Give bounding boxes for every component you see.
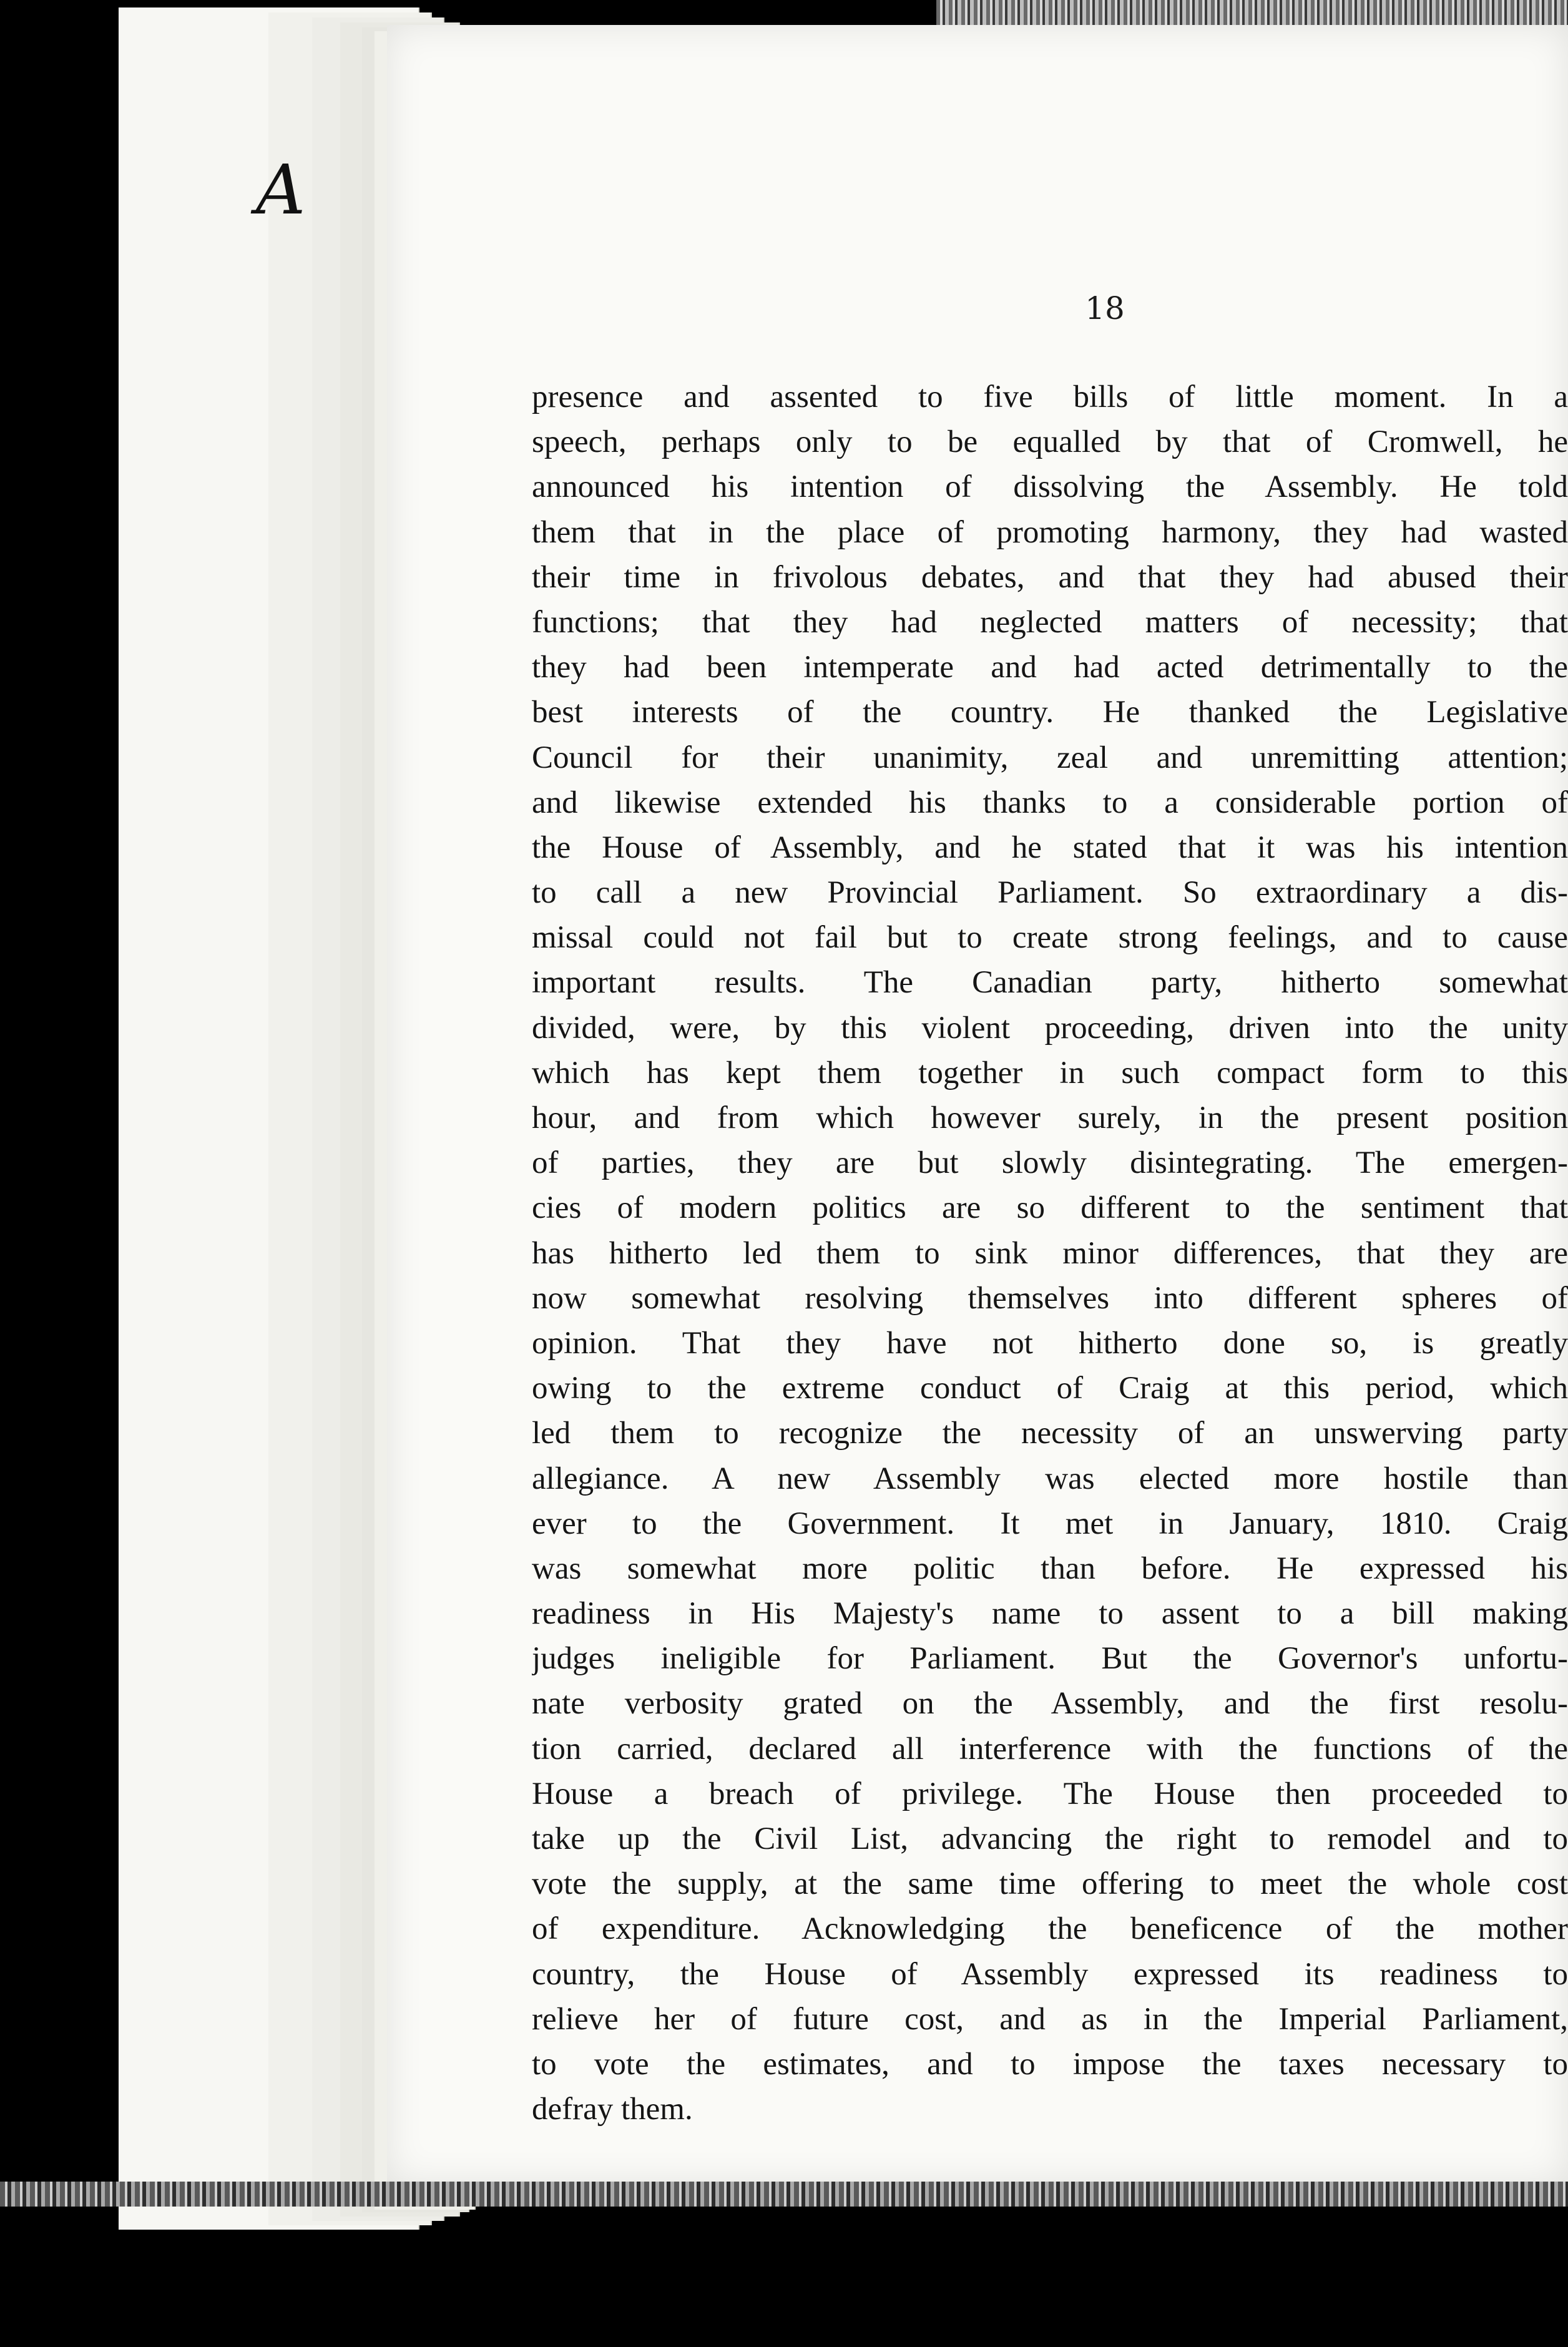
text-line: nate verbosity grated on the Assembly, and the first resolu- [532, 1686, 1568, 1722]
text-line: hour, and from which however surely, in the present position [532, 1100, 1568, 1135]
text-line: owing to the extreme conduct of Craig at this period, which [532, 1371, 1568, 1406]
text-line: country, the House of Assembly expressed its readiness to [532, 1956, 1568, 1992]
text-line: judges ineligible for Parliament. But the Governor's unfortu- [532, 1641, 1568, 1677]
text-line: which has kept them together in such compact form to this [532, 1055, 1568, 1090]
text-line: announced his intention of dissolving the Assembly. He told [532, 469, 1568, 505]
scan-border-top [936, 0, 1568, 25]
text-line: Council for their unanimity, zeal and unremitting attention; [532, 740, 1568, 775]
text-line: was somewhat more politic than before. He expressed his [532, 1551, 1568, 1586]
text-line: of parties, they are but slowly disintegrating. The emergen- [532, 1145, 1568, 1181]
text-line: to vote the estimates, and to impose the taxes necessary to [532, 2046, 1568, 2082]
text-line: defray them. [532, 2092, 693, 2127]
text-line: House a breach of privilege. The House then proceeded to [532, 1776, 1568, 1811]
text-line: missal could not fail but to create strong feelings, and to cause [532, 920, 1568, 956]
text-line: divided, were, by this violent proceeding, driven into the unity [532, 1010, 1568, 1046]
text-line: vote the supply, at the same time offering to meet the whole cost [532, 1866, 1568, 1902]
text-line: now somewhat resolving themselves into different spheres of [532, 1280, 1568, 1316]
text-line: important results. The Canadian party, hitherto somewhat [532, 965, 1568, 1001]
text-line: speech, perhaps only to be equalled by that of Cromwell, he [532, 424, 1568, 460]
text-line: has hitherto led them to sink minor differences, that they are [532, 1235, 1568, 1271]
scan-border-bottom [0, 2182, 1568, 2207]
text-line: they had been intemperate and had acted detrimentally to the [532, 650, 1568, 685]
text-line: ever to the Government. It met in January, 1810. Craig [532, 1506, 1568, 1541]
text-line: functions; that they had neglected matters of necessity; that [532, 604, 1568, 640]
text-line: opinion. That they have not hitherto done so, is greatly [532, 1325, 1568, 1361]
text-line: presence and assented to five bills of little moment. In a [532, 380, 1568, 414]
text-line: relieve her of future cost, and as in the Imperial Parliament, [532, 2001, 1568, 2037]
text-line: allegiance. A new Assembly was elected more hostile than [532, 1461, 1568, 1496]
text-line: take up the Civil List, advancing the right to remodel and to [532, 1821, 1568, 1856]
text-line: of expenditure. Acknowledging the beneficence of the mother [532, 1911, 1568, 1947]
text-line: to call a new Provincial Parliament. So extraordinary a dis- [532, 875, 1568, 911]
text-line: and likewise extended his thanks to a considerable portion of [532, 785, 1568, 820]
book-page [387, 25, 1568, 2185]
body-text [532, 375, 1568, 2132]
text-line: tion carried, declared all interference with the functions of the [532, 1731, 1568, 1766]
margin-handwritten-mark: A [256, 150, 306, 230]
text-line: them that in the place of promoting harmony, they had wasted [532, 514, 1568, 550]
text-line: their time in frivolous debates, and that they had abused their [532, 559, 1568, 595]
text-line: best interests of the country. He thanked the Legislative [532, 695, 1568, 730]
text-line: readiness in His Majesty's name to assent to a bill making [532, 1596, 1568, 1632]
text-line: cies of modern politics are so different to the sentiment that [532, 1190, 1568, 1226]
text-line: the House of Assembly, and he stated that it was his intention [532, 830, 1568, 865]
page-number: 18 [1085, 290, 1125, 326]
text-line: led them to recognize the necessity of an unswerving party [532, 1416, 1568, 1451]
